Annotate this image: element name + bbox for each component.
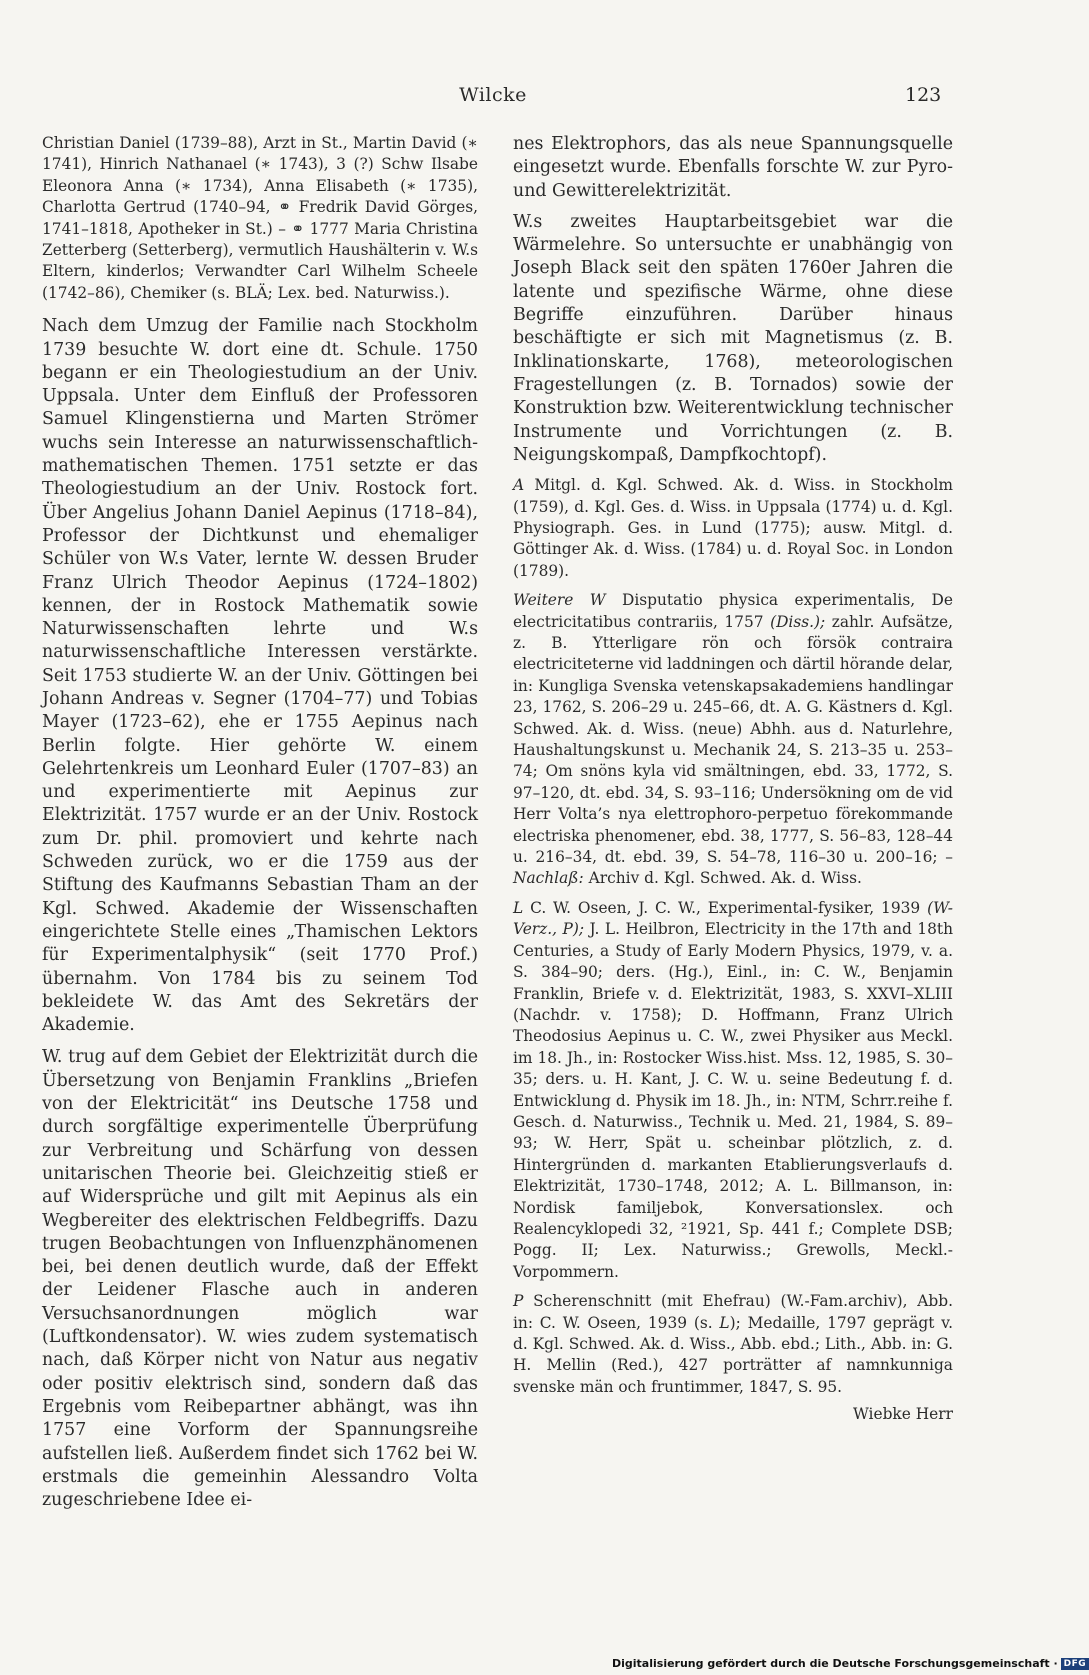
section-label-l: L xyxy=(513,898,524,917)
right-column xyxy=(513,133,953,1426)
family-paragraph: Christian Daniel (1739–88), Arzt in St., Martin David (∗ 1741), Hinrich Nathanael (∗ 1743), 3 (?) Schw Ilsabe Eleonora Anna (∗ 1734), Anna Elisabeth (∗ 1735), Charlotta Gertrud (1740–94, ⚭ Fredrik David Görges, 1741–1818, Apotheker in St.) – ⚭ 1777 Maria Christina Zetterberg (Setterberg), vermutlich Haushälterin v. W.s Eltern, kinderlos; Verwandter Carl Wilhelm Scheele (1742–86), Chemiker (s. BLÄ; Lex. bed. Naturwiss.). xyxy=(42,134,478,302)
footer-text: Digitalisierung gefördert durch die Deutsche Forschungsgemeinschaft · xyxy=(612,1657,1058,1670)
dfg-logo-icon: DFG xyxy=(1061,1658,1089,1670)
works-text-1: Disputatio physica experimentalis, De electricitatibus contrariis, 1757 xyxy=(513,591,953,631)
portraits-text-2: ); Medaille, 1797 geprägt v. d. Kgl. Schwed. Ak. d. Wiss., Abb. ebd.; Lith., Abb. in: G. H. Mellin (Red.), 427 porträtter af namnkunniga svenske män och fruntimmer, 1847, S. 95. xyxy=(513,1313,953,1396)
portraits-l: L xyxy=(719,1313,730,1332)
biography-paragraph-4: W.s zweites Hauptarbeitsgebiet war die Wärmelehre. So untersuchte er unabhängig von Joseph Black seit den späten 1760er Jahren die latente und spezifische Wärme, ohne diese Begriffe einzuführen. Darüber hinaus beschäftigte er sich mit Magnetismus (z. B. Inklinationskarte, 1768), meteorologischen Fragestellungen (z. B. Tornados) sowie der Konstruktion bzw. Weiterentwicklung technischer Instrumente und Vorrichtungen (z. B. Neigungskompaß, Dampfkochtopf). xyxy=(513,211,953,465)
works-text-2: zahlr. Aufsätze, z. B. Ytterligare rön och försök contraira electriciteterne vid laddningen och därtil hörande delar, in: Kungliga Svenska vetenskapsakademiens handlingar 23, 1762, S. 206–29 u. 245–66, dt. A. G. Kästners d. Kgl. Schwed. Ak. d. Wiss. (neue) Abhh. aus d. Naturlehre, Haushaltungskunst u. Mechanik 24, S. 213–35 u. 253–74; Om snöns kyla vid smältningen, ebd. 33, 1772, S. 97–120, dt. ebd. 34, S. 93–116; Undersökning om de vid Herr Volta’s nya elettrophoro-perpetuo förekommande electriska phenomener, ebd. 38, 1777, S. 56–83, 128–44 u. 216–34, dt. ebd. 39, S. 54–78, 116–30 u. 200–16; – xyxy=(513,612,953,867)
literature-text-2: J. L. Heilbron, Electricity in the 17th and 18th Centuries, a Study of Early Modern Physics, 1979, v. a. S. 384–90; ders. (Hg.), Einl., in: C. W., Benjamin Franklin, Briefe v. d. Elektrizität, 1983, S. XXVI–XLIII (Nachdr. v. 1758); D. Hoffmann, Franz Ulrich Theodosius Aepinus u. C. W., zwei Physiker aus Meckl. im 18. Jh., in: Rostocker Wiss.hist. Mss. 12, 1985, S. 30–35; ders. u. H. Kant, J. C. W. u. seine Bedeutung f. d. Entwicklung d. Physik im 18. Jh., in: NTM, Schrr.reihe f. Gesch. d. Naturwiss., Technik u. Med. 21, 1984, S. 89–93; W. Herr, Spät u. scheinbar plötzlich, z. d. Hintergründen d. markanten Etablierungsverlaufs d. Elektrizität, 1730–1748, 2012; A. L. Billmanson, in: Nordisk familjebok, Konversationslex. och Realencyklopedi 32, ²1921, Sp. 441 f.; Complete DSB; Pogg. II; Lex. Naturwiss.; Grewolls, Meckl.-Vorpommern. xyxy=(513,920,953,1281)
literature-wverz: (W-Verz., P); xyxy=(513,898,953,939)
section-awards xyxy=(513,475,953,582)
page-number: 123 xyxy=(905,84,942,106)
left-column xyxy=(42,133,478,1512)
works-diss: (Diss.); xyxy=(770,612,826,631)
portraits-text-1: Scherenschnitt (mit Ehefrau) (W.-Fam.archiv), Abb. in: C. W. Oseen, 1939 (s. xyxy=(513,1292,953,1332)
awards-text: Mitgl. d. Kgl. Schwed. Ak. d. Wiss. in Stockholm (1759), d. Kgl. Ges. d. Wiss. in Uppsala (1774) u. d. Kgl. Physiograph. Ges. in Lund (1775); ausw. Mitgl. d. Göttinger Ak. d. Wiss. (1784) u. d. Royal Soc. in London (1789). xyxy=(513,476,953,580)
biography-paragraph-3: nes Elektrophors, das als neue Spannungsquelle eingesetzt wurde. Ebenfalls forschte W. zur Pyro- und Gewitterelektrizität. xyxy=(513,134,953,201)
works-text-3: Archiv d. Kgl. Schwed. Ak. d. Wiss. xyxy=(588,869,862,888)
running-head-title: Wilcke xyxy=(459,84,527,106)
section-label-w: Weitere W xyxy=(513,591,606,610)
section-label-a: A xyxy=(513,476,525,495)
author-signature: Wiebke Herr xyxy=(852,1405,953,1424)
section-works xyxy=(513,590,953,890)
digitization-footer xyxy=(612,1655,1089,1672)
section-label-p: P xyxy=(513,1292,524,1311)
section-literature xyxy=(513,898,953,1283)
section-portraits xyxy=(513,1291,953,1398)
works-nachlass: Nachlaß: xyxy=(513,869,584,888)
biography-paragraph-1: Nach dem Umzug der Familie nach Stockholm 1739 besuchte W. dort eine dt. Schule. 1750 begann er ein Theologiestudium an der Univ. Uppsala. Unter dem Einfluß der Professoren Samuel Klingenstierna und Marten Strömer wuchs sein Interesse an naturwissenschaftlich-mathematischen Themen. 1751 setzte er das Theologiestudium an der Univ. Rostock fort. Über Angelius Johann Daniel Aepinus (1718–84), Professor der Dichtkunst und ehemaliger Schüler von W.s Vater, lernte W. dessen Bruder Franz Ulrich Theodor Aepinus (1724–1802) kennen, der in Rostock Mathematik sowie Naturwissenschaften lehrte und W.s naturwissenschaftliche Interessen verstärkte. Seit 1753 studierte W. an der Univ. Göttingen bei Johann Andreas v. Segner (1704–77) und Tobias Mayer (1723–62), ehe er 1755 Aepinus nach Berlin folgte. Hier gehörte W. einem Gelehrtenkreis um Leonhard Euler (1707–83) an und experimentierte mit Aepinus zur Elektrizität. 1757 wurde er an der Univ. Rostock zum Dr. phil. promoviert und kehrte nach Schweden zurück, wo er die 1759 aus der Stiftung des Kaufmanns Sebastian Tham an der Kgl. Schwed. Akademie der Wissenschaften eingerichtete Stelle eines „Thamischen Lektors für Experimentalphysik“ (seit 1770 Prof.) übernahm. Von 1784 bis zu seinem Tod bekleidete W. das Amt des Sekretärs der Akademie. xyxy=(42,316,478,1036)
biography-paragraph-2: W. trug auf dem Gebiet der Elektrizität durch die Übersetzung von Benjamin Franklins „Briefen von der Elektricität“ ins Deutsche 1758 und durch sorgfältige experimentelle Überprüfung zur Verbreitung und Schärfung von dessen unitarischen Theorie bei. Gleichzeitig stieß er auf Widersprüche und gilt mit Aepinus als ein Wegbereiter des elektrischen Feldbegriffs. Dazu trugen Beobachtungen von Influenzphänomenen bei, bei denen deutlich wurde, daß der Effekt der Leidener Flasche auch in anderen Versuchsanordnungen möglich war (Luftkondensator). W. wies zudem systematisch nach, daß Körper nicht von Natur aus negativ oder positiv elektrisch sind, sondern daß das Ergebnis vom Reibepartner abhängt, was ihn 1757 eine Vorform der Spannungsreihe aufstellen ließ. Außerdem findet sich 1762 bei W. erstmals die gemeinhin Alessandro Volta zugeschriebene Idee ei- xyxy=(42,1047,478,1511)
literature-text-1: C. W. Oseen, J. C. W., Experimental-fysiker, 1939 xyxy=(530,898,921,917)
